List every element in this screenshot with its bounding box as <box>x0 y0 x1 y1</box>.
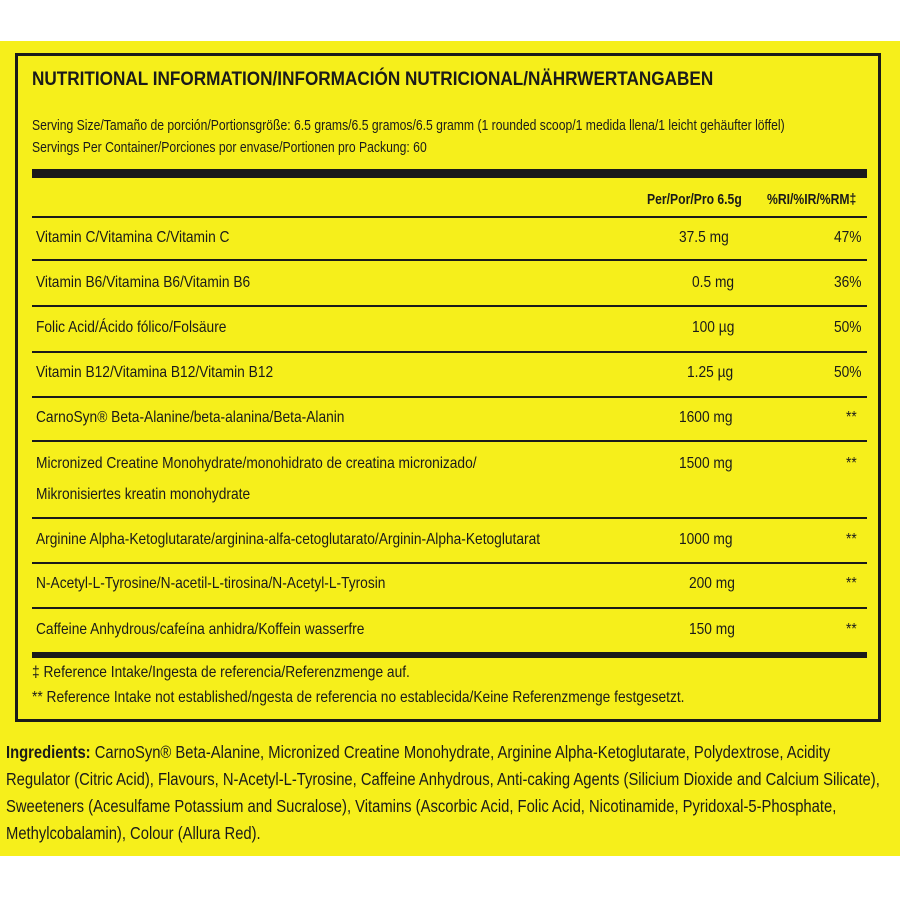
divider <box>32 517 867 519</box>
nutrient-name: N-Acetyl-L-Tyrosine/N-acetil-L-tirosina/N-Acetyl-L-Tyrosin <box>36 575 386 592</box>
divider <box>32 305 867 307</box>
nutrient-ri: 36% <box>834 274 862 291</box>
thick-divider <box>32 169 867 178</box>
nutrient-amount: 1.25 µg <box>687 364 734 381</box>
column-header-amount: Per/Por/Pro 6.5g <box>647 192 742 208</box>
nutrient-name: Vitamin B12/Vitamina B12/Vitamin B12 <box>36 364 274 381</box>
nutrient-name: Vitamin C/Vitamina C/Vitamin C <box>36 229 230 246</box>
servings-per-container: Servings Per Container/Porciones por envase/Portionen pro Packung: 60 <box>32 140 427 156</box>
nutrient-name: Folic Acid/Ácido fólico/Folsäure <box>36 319 227 336</box>
divider <box>32 259 867 261</box>
nutrient-ri: ** <box>846 455 857 472</box>
nutrient-amount: 100 µg <box>692 319 735 336</box>
divider <box>32 396 867 398</box>
ingredients-heading: Ingredients: <box>6 742 91 762</box>
divider <box>32 607 867 609</box>
divider <box>32 562 867 564</box>
divider <box>32 440 867 442</box>
serving-size: Serving Size/Tamaño de porción/Portionsgröße: 6.5 grams/6.5 gramos/6.5 gramm (1 rounded scoop/1 medida llena/1 leicht gehäufter löffel) <box>32 118 785 134</box>
thick-divider <box>32 652 867 658</box>
nutrient-amount: 1500 mg <box>679 455 733 472</box>
ingredients-text: CarnoSyn® Beta-Alanine, Micronized Creatine Monohydrate, Arginine Alpha-Ketoglutarate, Polydextrose, Acidity Regulator (Citric Acid), Flavours, N-Acetyl-L-Tyrosine, Caffeine Anhydrous, Anti-caking Agents (Silicium Dioxide and Calcium Silicate), Sweeteners (Acesulfame Potassium and Sucralose), Vitamins (Ascorbic Acid, Folic Acid, Nicotinamide, Pyridoxal-5-Phosphate, Methylcobalamin), Colour (Allura Red). <box>6 742 880 843</box>
nutrient-ri: ** <box>846 621 857 638</box>
divider <box>32 351 867 353</box>
nutrient-amount: 150 mg <box>689 621 735 638</box>
nutrient-name: Arginine Alpha-Ketoglutarate/arginina-alfa-cetoglutarato/Arginin-Alpha-Ketoglutarat <box>36 531 541 548</box>
nutrient-amount: 1000 mg <box>679 531 733 548</box>
nutrient-name: Caffeine Anhydrous/cafeína anhidra/Koffein wasserfre <box>36 621 365 638</box>
nutrient-ri: ** <box>846 409 857 426</box>
nutrient-name: CarnoSyn® Beta-Alanine/beta-alanina/Beta-Alanin <box>36 409 345 426</box>
nutrient-name: Micronized Creatine Monohydrate/monohidrato de creatina micronizado/ <box>36 455 477 472</box>
nutrient-ri: ** <box>846 575 857 592</box>
nutrient-ri: 50% <box>834 319 862 336</box>
nutrient-ri: 47% <box>834 229 862 246</box>
nutrition-title: NUTRITIONAL INFORMATION/INFORMACIÓN NUTRICIONAL/NÄHRWERTANGABEN <box>32 68 714 90</box>
nutrient-name-line-2: Mikronisiertes kreatin monohydrate <box>36 486 251 503</box>
nutrient-amount: 1600 mg <box>679 409 733 426</box>
nutrient-amount: 200 mg <box>689 575 735 592</box>
footnote-not-established: ** Reference Intake not established/ngesta de referencia no establecida/Keine Referenzmenge festgesetzt. <box>32 689 685 706</box>
nutrient-amount: 37.5 mg <box>679 229 729 246</box>
nutrient-amount: 0.5 mg <box>692 274 735 291</box>
divider <box>32 216 867 218</box>
ingredients-list <box>6 739 892 847</box>
nutrient-ri: 50% <box>834 364 862 381</box>
nutrient-name: Vitamin B6/Vitamina B6/Vitamin B6 <box>36 274 251 291</box>
column-header-ri: %RI/%IR/%RM‡ <box>767 192 857 208</box>
nutrient-ri: ** <box>846 531 857 548</box>
footnote-reference-intake: ‡ Reference Intake/Ingesta de referencia/Referenzmenge auf. <box>32 664 410 681</box>
